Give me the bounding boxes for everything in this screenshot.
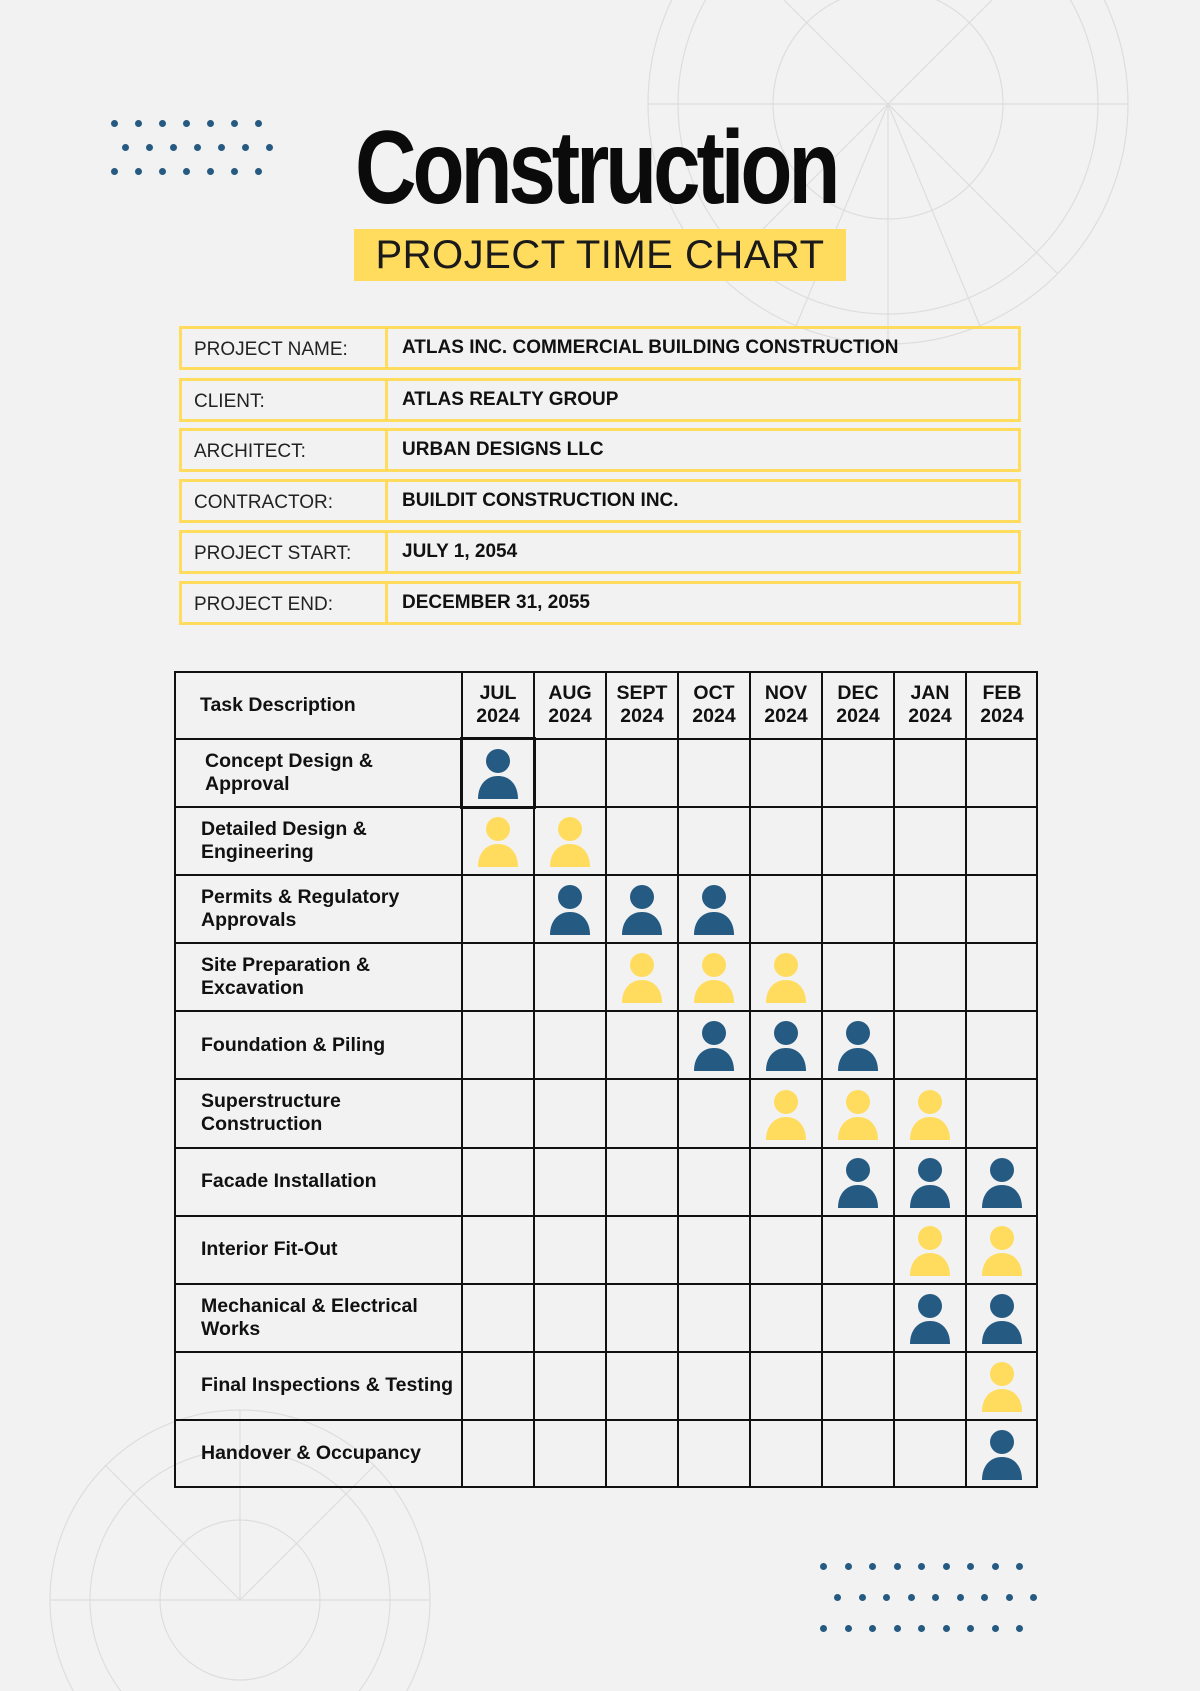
decorative-dot	[845, 1625, 852, 1632]
decorative-dot	[834, 1594, 841, 1601]
month-header	[750, 671, 822, 739]
decorative-dot	[894, 1563, 901, 1570]
year-label: 2024	[620, 705, 664, 727]
year-label: 2024	[548, 705, 592, 727]
info-label: CONTRACTOR:	[182, 482, 388, 520]
decorative-dot	[957, 1594, 964, 1601]
decorative-dot	[146, 144, 153, 151]
decorative-dot	[967, 1625, 974, 1632]
decorative-dot	[943, 1563, 950, 1570]
month-label: AUG	[548, 682, 592, 704]
decorative-dot	[183, 168, 190, 175]
decorative-dot	[242, 144, 249, 151]
task-label: Mechanical & Electrical Works	[201, 1294, 418, 1340]
decorative-dot	[159, 120, 166, 127]
decorative-dot	[255, 168, 262, 175]
person-icon	[910, 1090, 950, 1140]
info-row	[179, 479, 1021, 523]
decorative-dot	[207, 168, 214, 175]
info-row	[179, 530, 1021, 574]
person-icon	[910, 1294, 950, 1344]
decorative-dot	[231, 168, 238, 175]
person-icon	[982, 1430, 1022, 1480]
task-label: Permits & Regulatory Approvals	[201, 886, 400, 932]
decorative-dot	[932, 1594, 939, 1601]
person-icon	[766, 953, 806, 1003]
task-label: Facade Installation	[201, 1170, 377, 1193]
decorative-dot	[111, 168, 118, 175]
month-header	[894, 671, 966, 739]
task-label: Detailed Design & Engineering	[201, 818, 367, 864]
decorative-dot	[820, 1563, 827, 1570]
decorative-dot	[859, 1594, 866, 1601]
month-label: FEB	[982, 682, 1022, 704]
decorative-dot	[894, 1625, 901, 1632]
person-icon	[622, 953, 662, 1003]
info-label: PROJECT END:	[182, 584, 388, 622]
task-description-header: Task Description	[200, 693, 356, 716]
decorative-dot	[1006, 1594, 1013, 1601]
decorative-dot	[1016, 1563, 1023, 1570]
decorative-dot	[845, 1563, 852, 1570]
info-value: ATLAS REALTY GROUP	[402, 389, 619, 410]
decorative-dot	[992, 1563, 999, 1570]
month-label: JAN	[910, 682, 950, 704]
info-label: CLIENT:	[182, 381, 388, 419]
decorative-dot	[820, 1625, 827, 1632]
person-icon	[838, 1021, 878, 1071]
month-label: NOV	[764, 682, 808, 704]
decorative-dot	[218, 144, 225, 151]
info-value: BUILDIT CONSTRUCTION INC.	[402, 490, 679, 511]
info-label: PROJECT NAME:	[182, 329, 388, 367]
decorative-dot	[111, 120, 118, 127]
year-label: 2024	[836, 705, 880, 727]
decorative-dot	[207, 120, 214, 127]
decorative-dot	[122, 144, 129, 151]
person-icon	[622, 885, 662, 935]
person-icon	[838, 1090, 878, 1140]
person-icon	[910, 1226, 950, 1276]
info-row	[179, 428, 1021, 472]
decorative-dot	[918, 1625, 925, 1632]
decorative-dot	[231, 120, 238, 127]
decorative-dot	[255, 120, 262, 127]
decorative-dot	[918, 1563, 925, 1570]
decorative-dot	[908, 1594, 915, 1601]
decorative-dot	[869, 1563, 876, 1570]
month-header	[462, 671, 534, 739]
task-label: Site Preparation & Excavation	[201, 954, 371, 1000]
month-label: JUL	[479, 682, 517, 704]
info-value: URBAN DESIGNS LLC	[402, 439, 604, 460]
person-icon	[766, 1021, 806, 1071]
person-icon	[550, 817, 590, 867]
person-icon	[910, 1158, 950, 1208]
person-icon	[694, 953, 734, 1003]
info-value: ATLAS INC. COMMERCIAL BUILDING CONSTRUCTION	[402, 337, 899, 358]
decorative-dot	[992, 1625, 999, 1632]
page-subtitle: PROJECT TIME CHART	[354, 229, 846, 281]
decorative-dot	[266, 144, 273, 151]
decorative-dot	[1016, 1625, 1023, 1632]
decorative-dot	[135, 168, 142, 175]
task-label: Interior Fit-Out	[201, 1238, 338, 1261]
decorative-dot	[967, 1563, 974, 1570]
month-header	[678, 671, 750, 739]
person-icon	[550, 885, 590, 935]
year-label: 2024	[764, 705, 808, 727]
project-time-chart	[174, 671, 1038, 1488]
person-icon	[982, 1362, 1022, 1412]
month-header	[822, 671, 894, 739]
year-label: 2024	[980, 705, 1024, 727]
task-label: Foundation & Piling	[201, 1033, 386, 1056]
info-label: ARCHITECT:	[182, 431, 388, 469]
decorative-dot	[170, 144, 177, 151]
month-label: OCT	[693, 682, 735, 704]
task-label: Superstructure Construction	[201, 1090, 341, 1136]
month-label: DEC	[837, 682, 879, 704]
decorative-dot	[194, 144, 201, 151]
person-icon	[478, 749, 518, 799]
decorative-dot	[883, 1594, 890, 1601]
page-title: Construction	[355, 110, 837, 226]
task-label: Final Inspections & Testing	[201, 1374, 454, 1397]
person-icon	[766, 1090, 806, 1140]
decorative-dot	[1030, 1594, 1037, 1601]
month-header	[534, 671, 606, 739]
decorative-dot	[981, 1594, 988, 1601]
year-label: 2024	[908, 705, 952, 727]
month-header	[966, 671, 1038, 739]
person-icon	[982, 1294, 1022, 1344]
info-row	[179, 378, 1021, 422]
person-icon	[694, 1021, 734, 1071]
info-label: PROJECT START:	[182, 533, 388, 571]
task-label: Concept Design & Approval	[205, 750, 373, 796]
decorative-dot	[159, 168, 166, 175]
decorative-dot	[869, 1625, 876, 1632]
info-row	[179, 581, 1021, 625]
person-icon	[838, 1158, 878, 1208]
decorative-dot	[135, 120, 142, 127]
decorative-dot	[183, 120, 190, 127]
decorative-dot	[943, 1625, 950, 1632]
month-label: SEPT	[616, 682, 668, 704]
year-label: 2024	[476, 705, 520, 727]
person-icon	[982, 1158, 1022, 1208]
info-value: DECEMBER 31, 2055	[402, 592, 590, 613]
person-icon	[694, 885, 734, 935]
info-row	[179, 326, 1021, 370]
year-label: 2024	[692, 705, 736, 727]
month-header	[606, 671, 678, 739]
person-icon	[478, 817, 518, 867]
person-icon	[982, 1226, 1022, 1276]
info-value: JULY 1, 2054	[402, 541, 518, 562]
task-label: Handover & Occupancy	[201, 1442, 421, 1465]
